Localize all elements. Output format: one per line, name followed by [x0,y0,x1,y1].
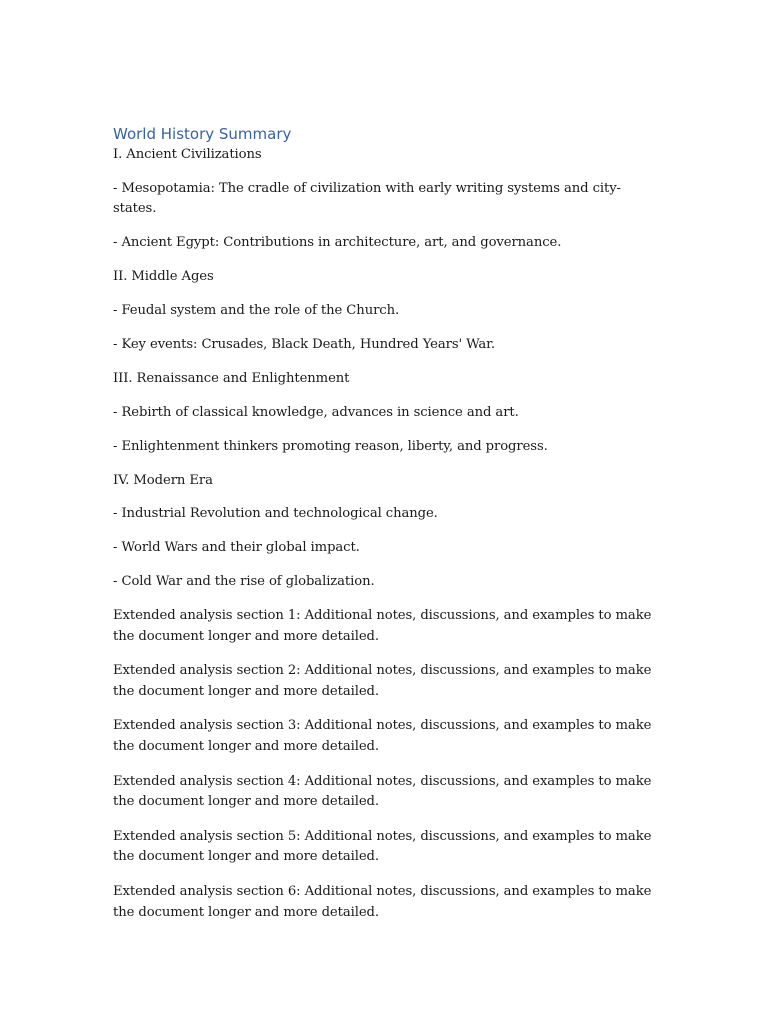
extended-section-3: Extended analysis section 3: Additional notes, discussions, and examples to make the document longer and more detailed. [113,718,652,754]
section-heading-middle-ages: II. Middle Ages [113,269,214,285]
bullet-enlightenment: - Enlightenment thinkers promoting reason, liberty, and progress. [113,438,548,454]
bullet-feudal: - Feudal system and the role of the Church. [113,303,400,319]
section-heading-ancient: I. Ancient Civilizations [113,147,262,162]
extended-section-2: Extended analysis section 2: Additional notes, discussions, and examples to make the document longer and more detailed. [113,663,652,699]
bullet-world-wars: - World Wars and their global impact. [113,540,360,556]
document-title: World History Summary [113,125,292,143]
bullet-egypt: - Ancient Egypt: Contributions in architecture, art, and governance. [113,235,562,251]
extended-section-5: Extended analysis section 5: Additional notes, discussions, and examples to make the document longer and more detailed. [113,828,652,865]
bullet-mesopotamia: - Mesopotamia: The cradle of civilization with early writing systems and city-states. [113,180,621,217]
extended-section-6: Extended analysis section 6: Additional notes, discussions, and examples to make the document longer and more detailed. [113,884,652,920]
bullet-industrial: - Industrial Revolution and technological change. [113,506,438,522]
bullet-rebirth: - Rebirth of classical knowledge, advances in science and art. [113,404,519,420]
section-heading-renaissance: III. Renaissance and Enlightenment [113,370,350,386]
bullet-cold-war: - Cold War and the rise of globalization. [113,574,375,590]
extended-section-4: Extended analysis section 4: Additional notes, discussions, and examples to make the document longer and more detailed. [113,773,652,810]
extended-section-1: Extended analysis section 1: Additional notes, discussions, and examples to make the document longer and more detailed. [113,608,652,644]
document-page [113,124,653,937]
bullet-key-events: - Key events: Crusades, Black Death, Hundred Years' War. [113,336,496,352]
section-heading-modern: IV. Modern Era [113,472,213,488]
